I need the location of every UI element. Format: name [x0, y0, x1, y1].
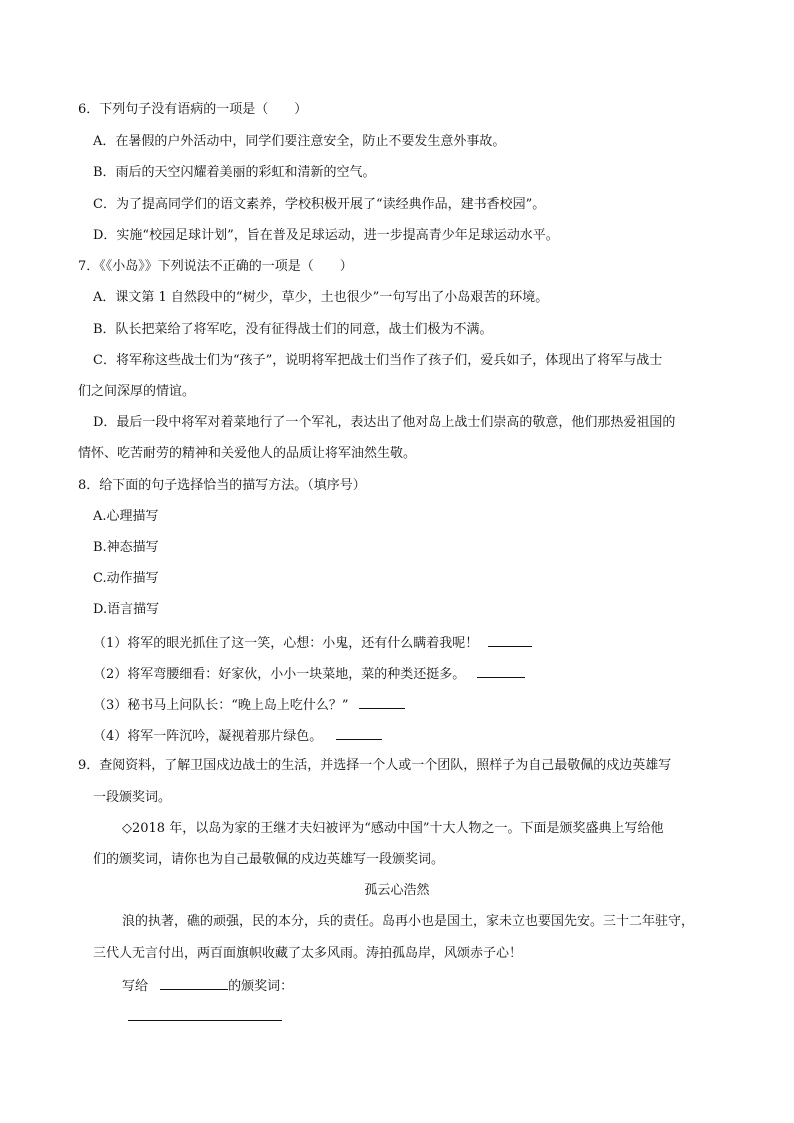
q6-option-b: B．雨后的天空闪耀着美丽的彩虹和清新的空气。 [93, 165, 376, 180]
q9-write-suffix: 的颁奖词： [228, 979, 294, 994]
q8-item-3 [93, 695, 405, 715]
q9-write-prefix: 写给 [122, 979, 149, 994]
q7-option-d-cont: 情怀、吃苦耐劳的精神和关爱他人的品质让将军油然生敬。 [78, 446, 417, 461]
q9-answer-line[interactable] [128, 1020, 282, 1021]
q9-example-text: 浪的执著，礁的顽强，民的本分，兵的责任。岛再小也是国土，家未立也要国先安。三十二年驻守， [122, 914, 695, 929]
q7-option-c: C．将军称这些战士们为“孩子”，说明将军把战士们当作了孩子们，爱兵如子，体现出了将军与战士 [93, 353, 663, 368]
q8-stem: 8．给下面的句子选择恰当的描写方法。（填序号） [78, 478, 366, 493]
q8-item-4-answer-blank[interactable] [336, 726, 382, 740]
q8-item-1-text: （1）将军的眼光抓住了这一笑，心想：小鬼，还有什么瞒着我呢！ [93, 636, 479, 651]
q8-item-1-answer-blank[interactable] [488, 633, 532, 647]
q8-method-a: A.心理描写 [93, 509, 159, 524]
q7-option-d: D．最后一段中将军对着菜地行了一个军礼，表达出了他对岛上战士们崇高的敬意，他们那热爱祖国的 [93, 415, 676, 430]
q9-stem: 9．查阅资料，了解卫国戍边战士的生活，并选择一个人或一个团队，照样子为自己最敬佩的戍边英雄写 [78, 758, 672, 773]
q9-stem-cont: 一段颁奖词。 [93, 790, 172, 805]
q9-example-title: 孤云心浩然 [364, 883, 430, 898]
q8-item-3-answer-blank[interactable] [359, 695, 405, 709]
q6-option-c: C．为了提高同学们的语文素养，学校积极开展了“读经典作品，建书香校园”。 [93, 197, 546, 212]
q8-item-2-text: （2）将军弯腰细看：好家伙，小小一块菜地，菜的种类还挺多。 [93, 667, 466, 682]
q8-method-d: D.语言描写 [93, 602, 160, 617]
q6-stem: 6．下列句子没有语病的一项是（ ） [78, 102, 308, 117]
q6-option-d: D．实施“校园足球计划”，旨在普及足球运动，进一步提高青少年足球运动水平。 [93, 228, 559, 243]
q8-item-2-answer-blank[interactable] [477, 664, 525, 678]
q7-option-b: B．队长把菜给了将军吃，没有征得战士们的同意，战士们极为不满。 [93, 322, 493, 337]
q9-example-text-cont: 三代人无言付出，两百面旗帜收藏了太多风雨。涛拍孤岛岸，风颂赤子心！ [93, 946, 523, 961]
q8-method-c: C.动作描写 [93, 571, 159, 586]
q7-option-a: A．课文第 1 自然段中的“树少，草少，土也很少”一句写出了小岛艰苦的环境。 [93, 290, 549, 305]
q8-item-4 [93, 726, 382, 746]
q8-item-3-text: （3）秘书马上问队长：“晚上岛上吃什么？” [93, 698, 349, 713]
q9-intro: ◇2018 年，以岛为家的王继才夫妇被评为“感动中国”十大人物之一。下面是颁奖盛典上写给他 [122, 821, 664, 836]
q9-write-line [122, 976, 293, 996]
q7-option-c-cont: 们之间深厚的情谊。 [78, 384, 196, 399]
q8-item-4-text: （4）将军一阵沉吟，凝视着那片绿色。 [93, 729, 323, 744]
q8-item-2 [93, 664, 525, 684]
q8-item-1 [93, 633, 532, 653]
q7-stem: 7．《《小岛》》下列说法不正确的一项是（ ） [78, 259, 353, 274]
q6-option-a: A．在暑假的户外活动中，同学们要注意安全，防止不要发生意外事故。 [93, 134, 506, 149]
q8-method-b: B.神态描写 [93, 540, 159, 555]
q9-intro-cont: 们的颁奖词，请你也为自己最敬佩的戍边英雄写一段颁奖词。 [93, 852, 445, 867]
q9-hero-name-blank[interactable] [160, 976, 228, 990]
